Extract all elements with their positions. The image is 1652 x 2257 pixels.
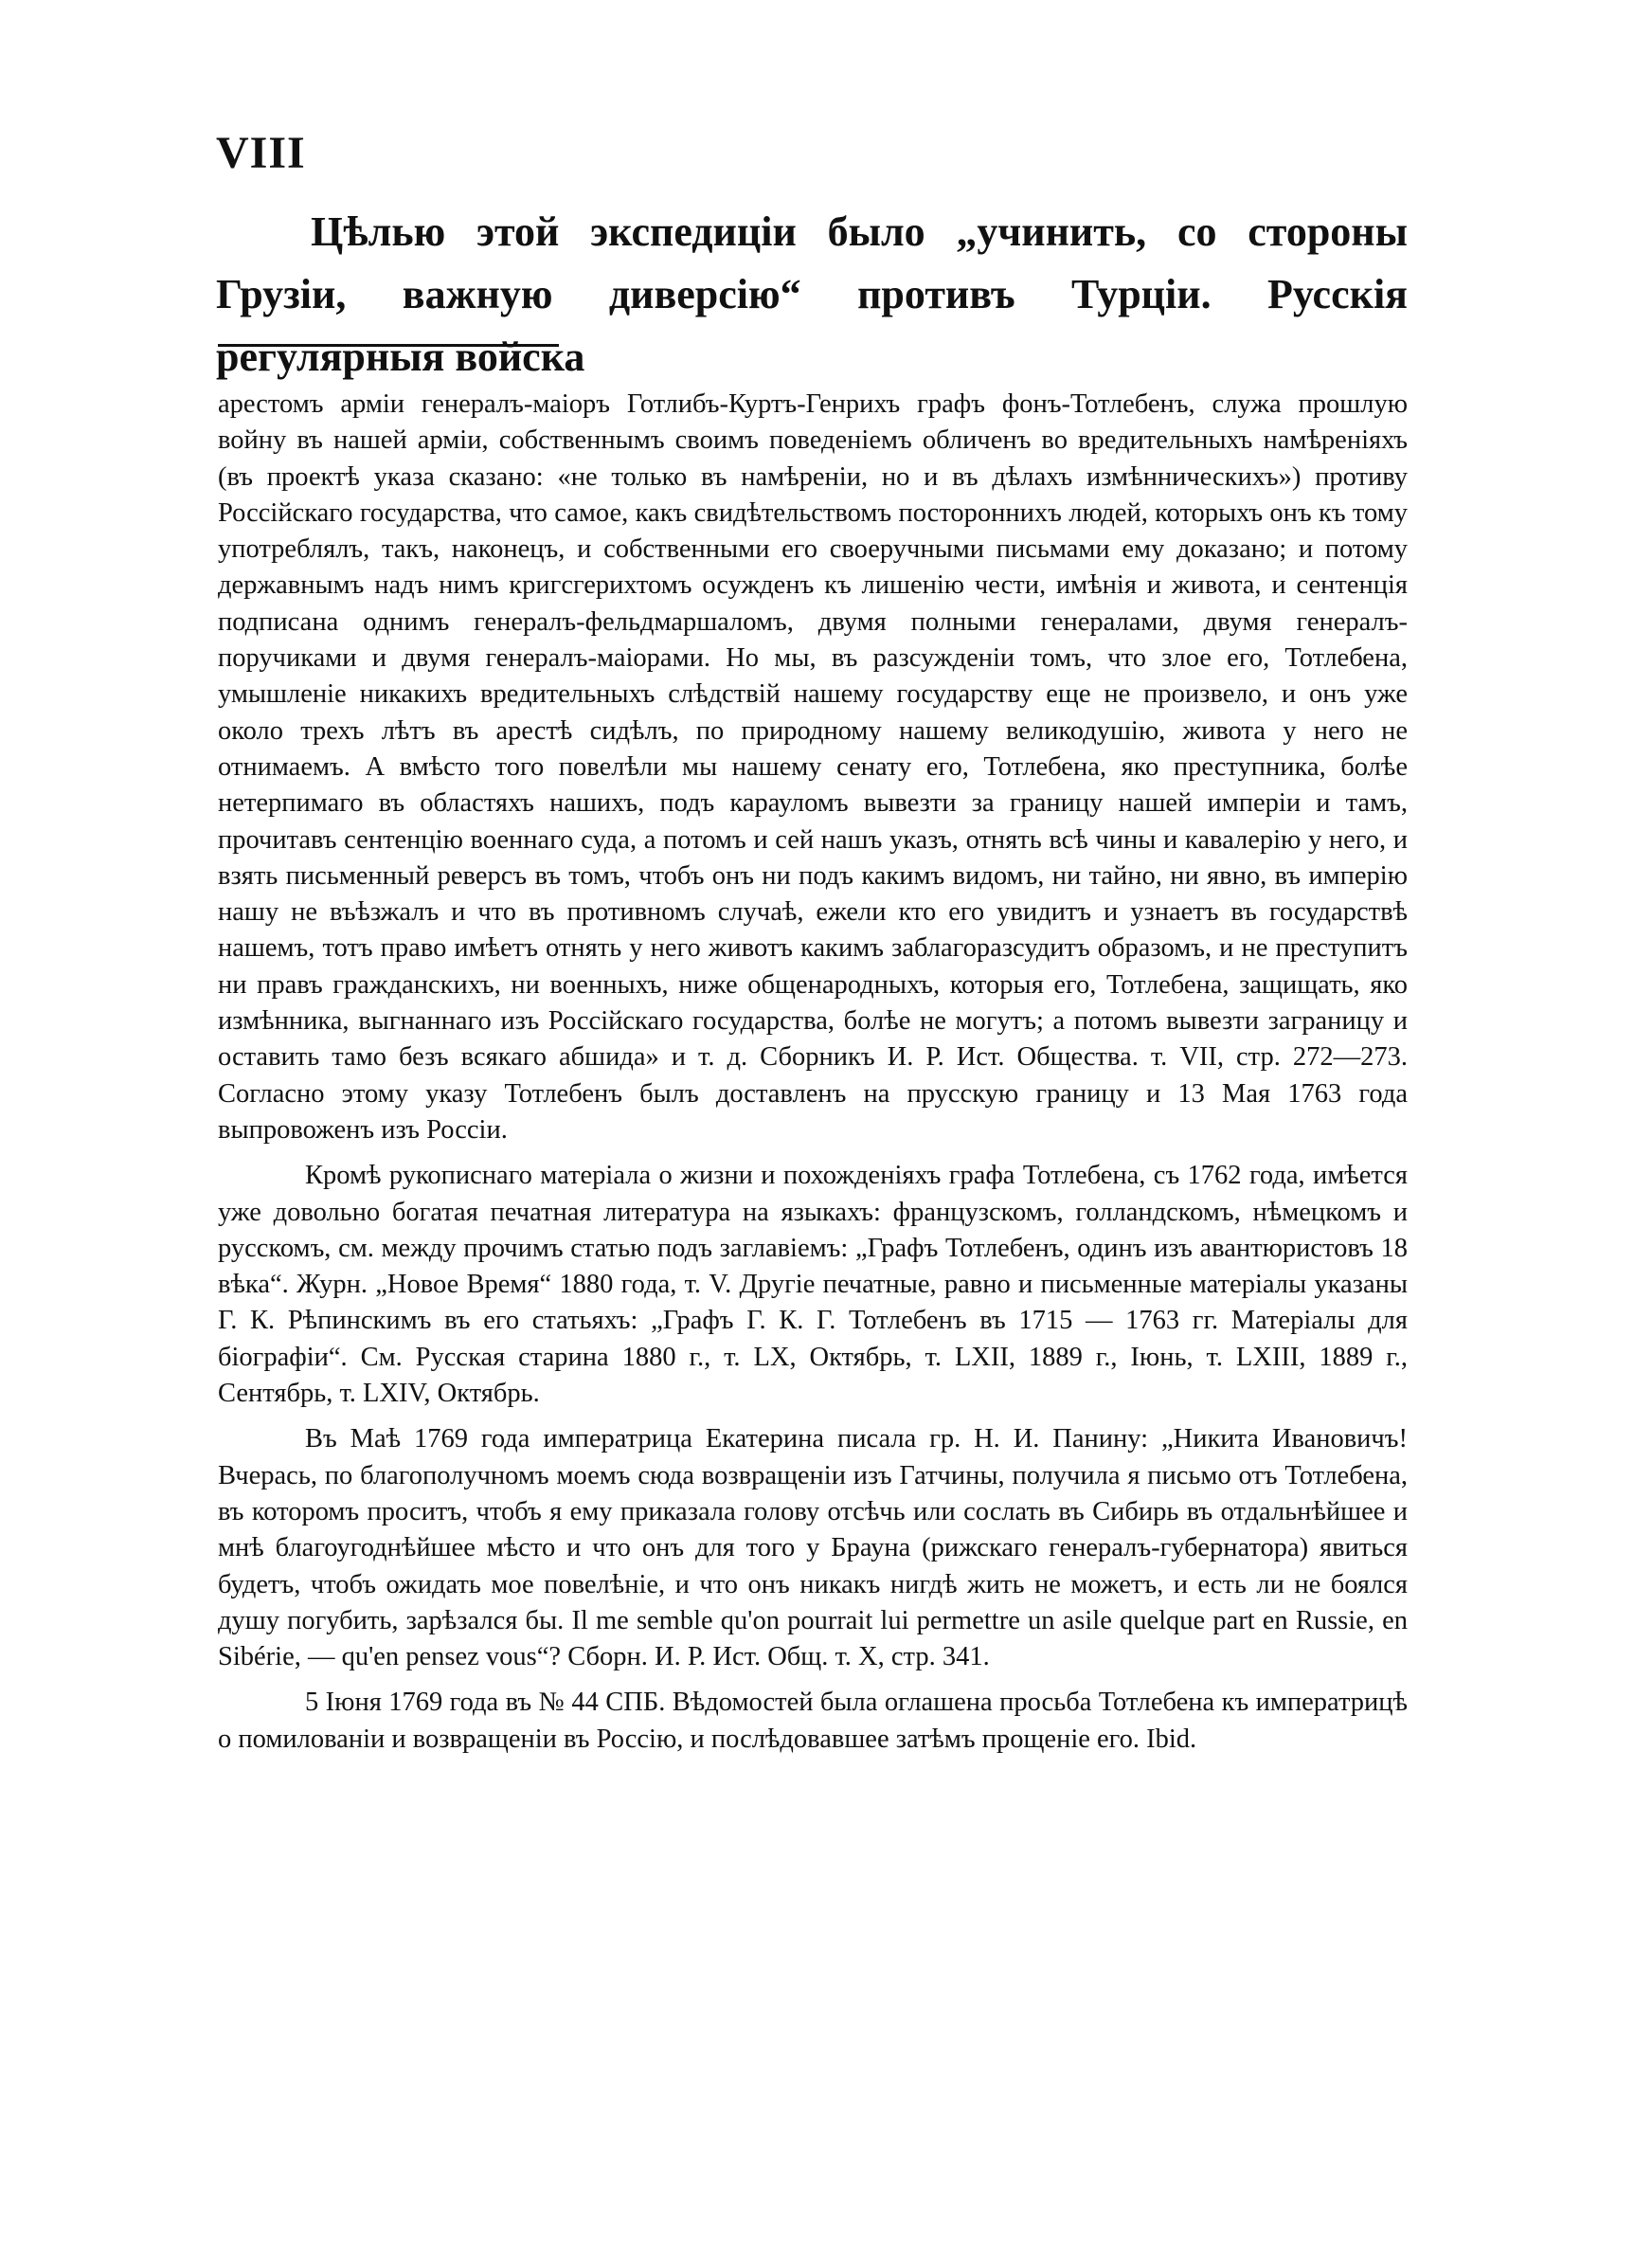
- main-text-paragraph: Цѣлью этой экспедиціи было „учинить, со стороны Грузіи, важную диверсію“ противъ Турціи. Русскія регулярныя войска: [216, 208, 1408, 380]
- footnote-paragraph-3: Въ Маѣ 1769 года императрица Екатерина писала гр. Н. И. Панину: „Никита Ивановичъ! Вчерась, по благополучномъ моемъ сюда возвращеніи изъ Гатчины, получила я письмо отъ Тотлебена, въ которомъ проситъ, чтобъ я ему приказала голову отсѣчь или сослать въ Сибирь въ отдальнѣйшее и мнѣ благоугоднѣйшее мѣсто и что онъ для того у Брауна (рижскаго генералъ-губернатора) явиться будетъ, чтобъ ожидать мое повелѣніе, и что онъ никакъ нигдѣ жить не можетъ, и есть ли не боялся душу погубить, зарѣзался бы. Il me semble qu'on pourrait lui permettre un asile quelque part en Russie, en Sibérie, — qu'en pensez vous“? Сборн. И. Р. Ист. Общ. т. X, стр. 341.: [218, 1424, 1408, 1672]
- footnotes-block: [218, 387, 1408, 1758]
- footnote-paragraph-2: Кромѣ рукописнаго матеріала о жизни и похожденіяхъ графа Тотлебена, съ 1762 года, имѣется уже довольно богатая печатная литература на языкахъ: французскомъ, голландскомъ, нѣмецкомъ и русскомъ, см. между прочимъ статью подъ заглавіемъ: „Графъ Тотлебенъ, одинъ изъ авантюристовъ 18 вѣка“. Журн. „Новое Время“ 1880 года, т. V. Другіе печатные, равно и письменные матеріалы указаны Г. К. Рѣпинскимъ въ его статьяхъ: „Графъ Г. К. Г. Тотлебенъ въ 1715 — 1763 гг. Матеріалы для біографіи“. См. Русская старина 1880 г., т. LX, Октябрь, т. LXII, 1889 г., Іюнь, т. LXIII, 1889 г., Сентябрь, т. LXIV, Октябрь.: [218, 1161, 1408, 1409]
- footnote-paragraph-4: 5 Іюня 1769 года въ № 44 СПБ. Вѣдомостей была оглашена просьба Тотлебена къ императрицѣ о помилованіи и возвращеніи въ Россію, и послѣдовавшее затѣмъ прощеніе его. Ibid.: [218, 1688, 1408, 1754]
- page-number: VIII: [216, 128, 306, 178]
- footnote-paragraph-1: арестомъ арміи генералъ-маіоръ Готлибъ-Куртъ-Генрихъ графъ фонъ-Тотлебенъ, служа прошлую войну въ нашей арміи, собственнымъ своимъ поведеніемъ обличенъ во вредительныхъ намѣреніяхъ (въ проектѣ указа сказано: «не только въ намѣреніи, но и въ дѣлахъ измѣнническихъ») противу Россійскаго государства, что самое, какъ свидѣтельствомъ посторонниxъ людей, которыхъ онъ къ тому употреблялъ, такъ, наконецъ, и собственными его своеручными письмами ему доказано; и потому державнымъ надъ нимъ кригсгерихтомъ осужденъ къ лишенію чести, имѣнія и живота, и сентенція подписана однимъ генералъ-фельдмаршаломъ, двумя полными генералами, двумя генералъ-поручиками и двумя генералъ-маіорами. Но мы, въ разсужденіи томъ, что злое его, Тотлебена, умышленіе никакихъ вредительныхъ слѣдствій нашему государству еще не произвело, и онъ уже около трехъ лѣтъ въ арестѣ сидѣлъ, по природному нашему великодушію, живота у него не отнимаемъ. А вмѣсто того повелѣли мы нашему сенату его, Тотлебена, яко преступника, болѣе нетерпимаго въ областяхъ нашихъ, подъ карауломъ вывезти за границу нашей имперіи и тамъ, прочитавъ сентенцію военнаго суда, а потомъ и сей нашъ указъ, отнять всѣ чины и кавалерію у него, и взять письменный реверсъ въ томъ, чтобъ онъ ни подъ какимъ видомъ, ни тайно, ни явно, въ имперію нашу не въѣзжалъ и что въ противномъ случаѣ, ежели кто его увидитъ и узнаетъ въ государствѣ нашемъ, тотъ право имѣетъ отнять у него животъ какимъ заблагоразсудитъ образомъ, и не преступитъ ни правъ гражданскихъ, ни военныхъ, ниже общенародныхъ, которыя его, Тотлебена, защищать, яко измѣнника, выгнаннаго изъ Россійскаго государства, болѣе не могутъ; а потомъ вывезти заграницу и оставить тамо безъ всякаго абшида» и т. д. Сборникъ И. Р. Ист. Общества. т. VII, стр. 272—273. Согласно этому указу Тотлебенъ былъ доставленъ на прусскую границу и 13 Мая 1763 года выпровоженъ изъ Россіи.: [218, 389, 1408, 1145]
- footnote-separator: [218, 344, 559, 347]
